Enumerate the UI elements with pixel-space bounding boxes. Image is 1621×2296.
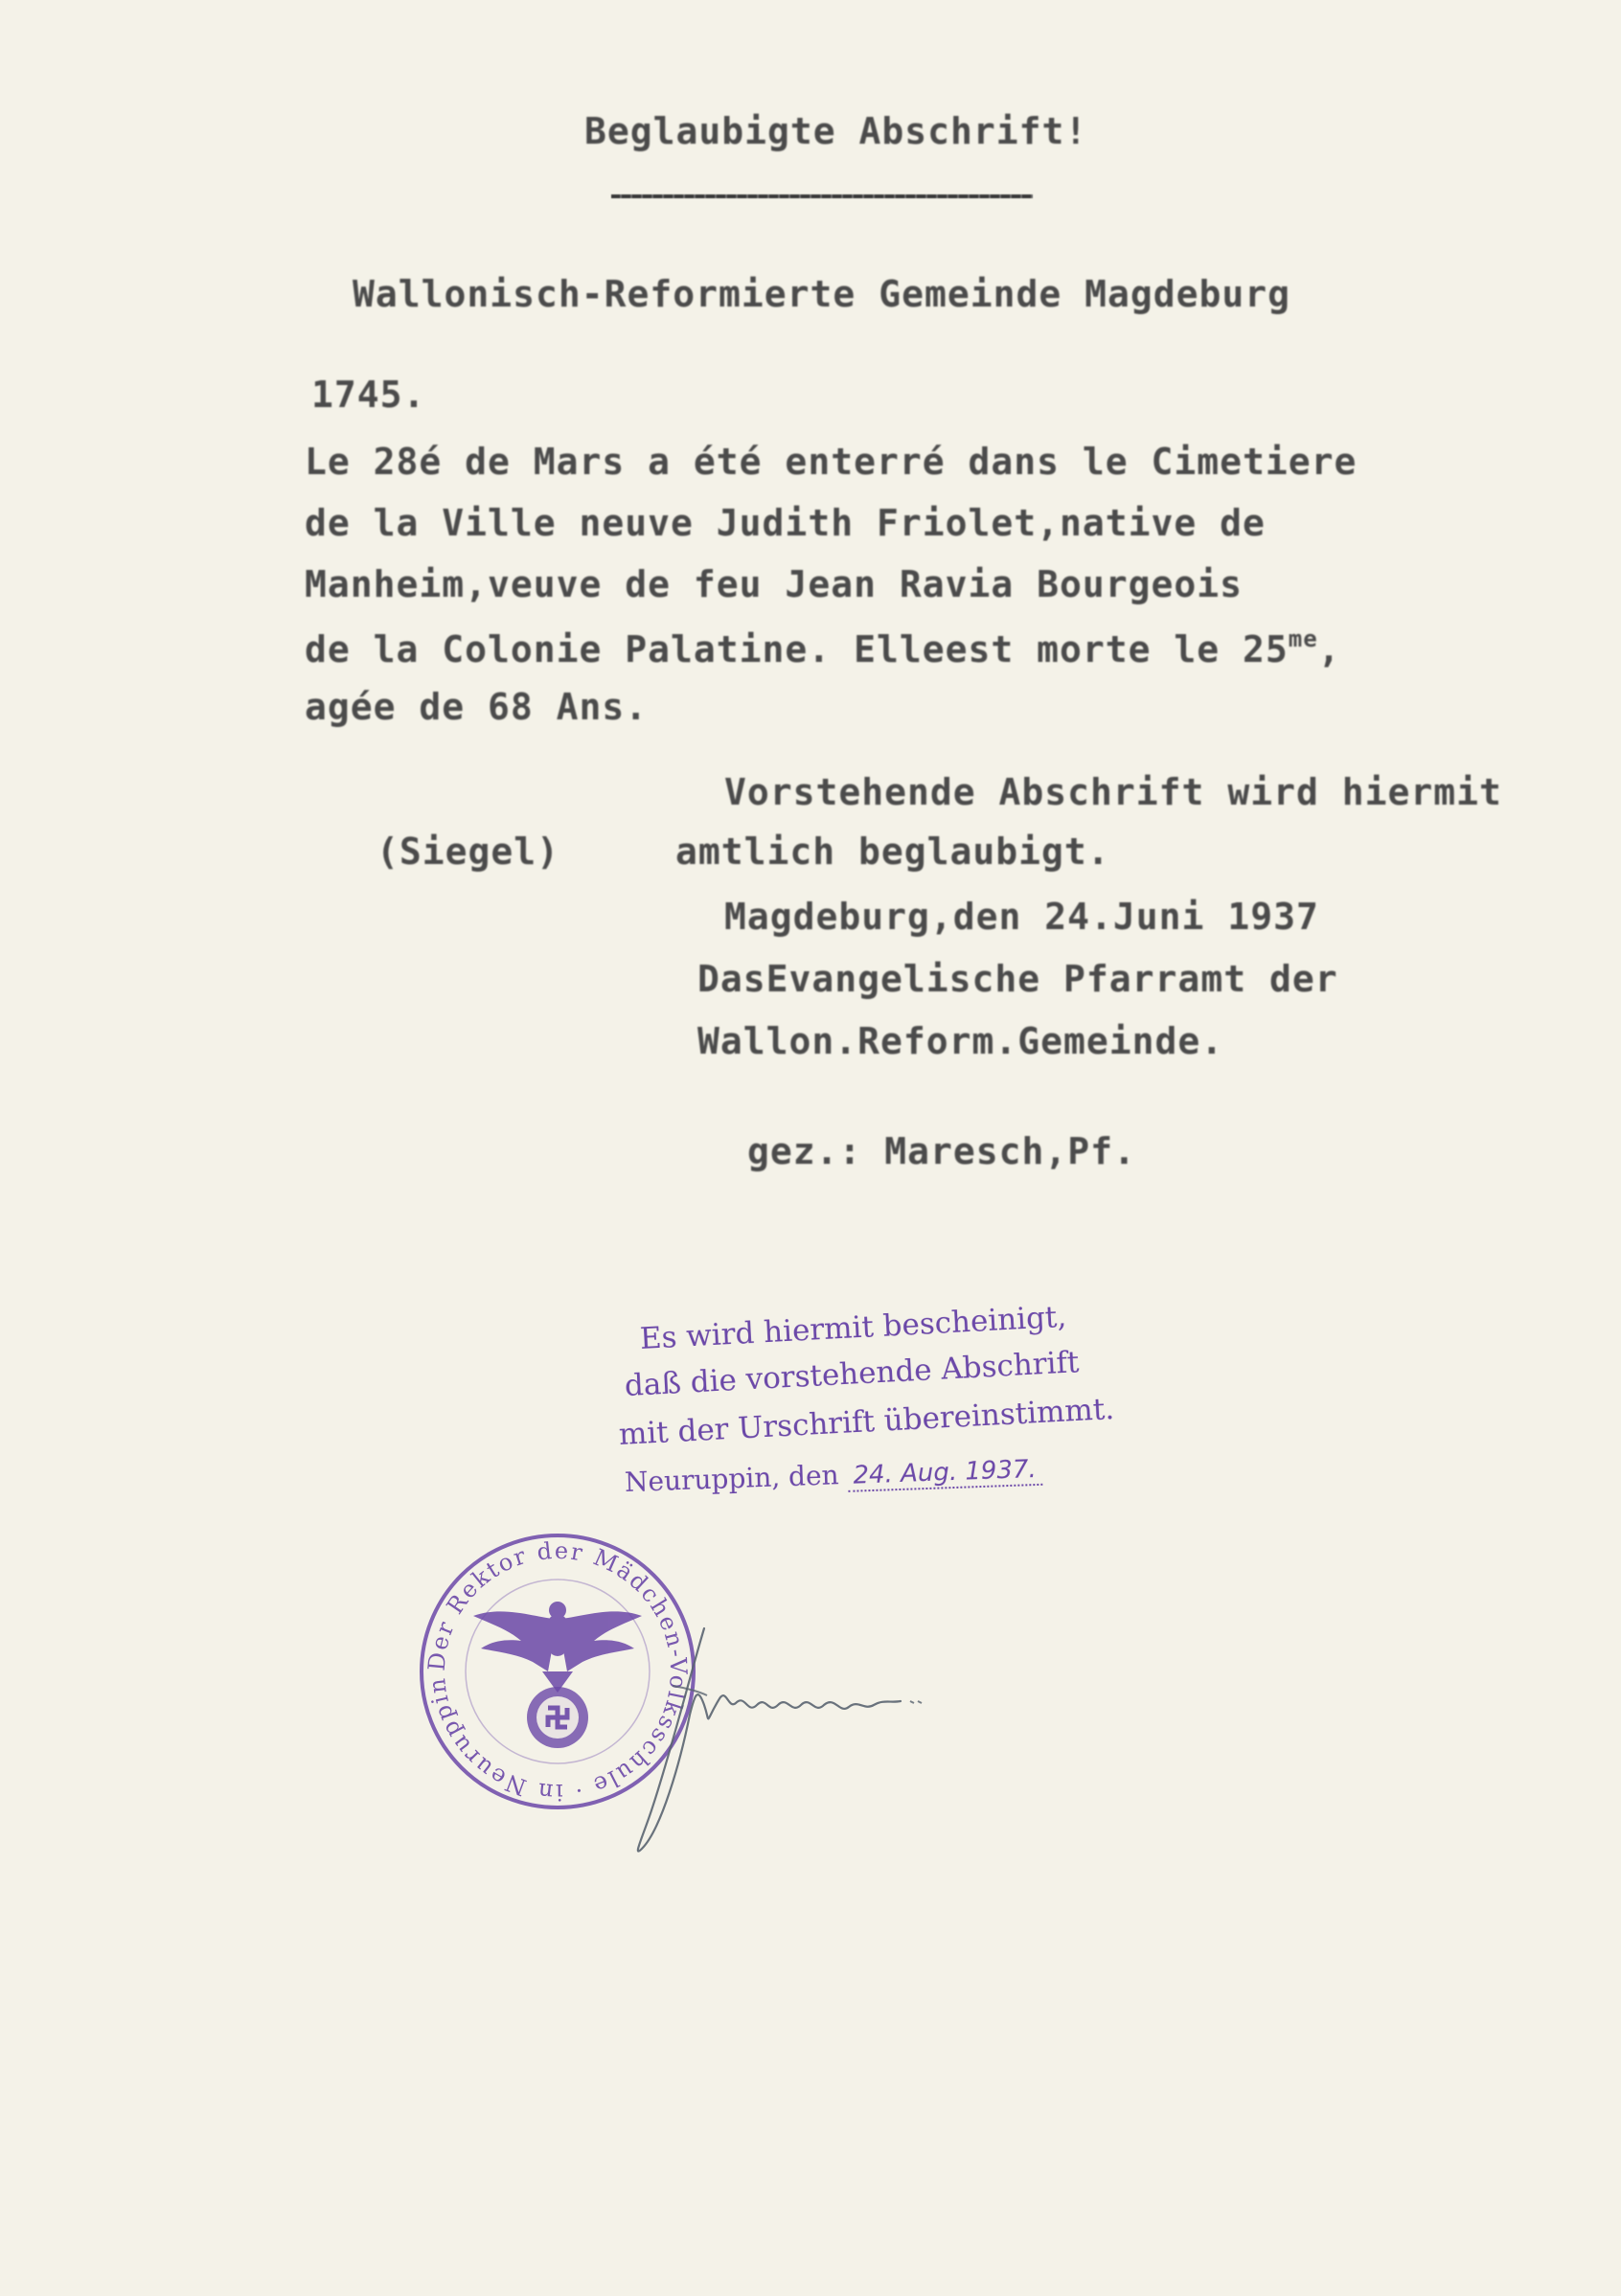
certification-office-1: DasEvangelische Pfarramt der	[697, 958, 1338, 1000]
record-line-4-end: ,	[1317, 628, 1341, 671]
certification-line-1: Vorstehende Abschrift wird hiermit	[724, 771, 1502, 813]
stamp-line-2: daß die vorstehende Abschrift	[624, 1345, 1081, 1403]
document-header: Beglaubigte Abschrift!	[584, 110, 1088, 152]
record-line-4	[305, 625, 1341, 671]
record-line-4-superscript: me	[1288, 625, 1318, 652]
record-line-2: de la Ville neuve Judith Friolet,native de	[305, 502, 1266, 544]
certification-office-2: Wallon.Reform.Gemeinde.	[697, 1020, 1224, 1062]
stamp-line-3: mit der Urschrift übereinstimmt.	[618, 1391, 1115, 1452]
stamp-date-label: Neuruppin, den	[624, 1459, 840, 1498]
header-underline	[611, 194, 1033, 198]
stamp-line-4	[625, 1455, 1043, 1496]
record-line-3: Manheim,veuve de feu Jean Ravia Bourgeois	[305, 563, 1243, 605]
seal-text: Der Rektor der Mädchen-Volksschule · in Neuruppin	[422, 1536, 693, 1807]
signature-graphic	[613, 1619, 977, 1868]
stamp-line-1: Es wird hiermit bescheinigt,	[639, 1299, 1068, 1356]
seal-note: (Siegel)	[377, 830, 560, 873]
handwritten-signature	[613, 1619, 977, 1868]
certification-signed: gez.: Maresch,Pf.	[747, 1130, 1136, 1172]
certification-line-2: amtlich beglaubigt.	[675, 830, 1110, 873]
parish-name: Wallonisch-Reformierte Gemeinde Magdeburg	[353, 273, 1290, 315]
record-line-5: agée de 68 Ans.	[305, 686, 649, 728]
record-line-1: Le 28é de Mars a été enterré dans le Cimetiere	[305, 441, 1358, 483]
record-line-4-main: de la Colonie Palatine. Elleest morte le 25	[305, 628, 1289, 671]
stamp-date-handwritten: 24. Aug. 1937.	[847, 1455, 1042, 1492]
certification-place-date: Magdeburg,den 24.Juni 1937	[724, 896, 1319, 938]
record-year: 1745.	[311, 374, 426, 416]
